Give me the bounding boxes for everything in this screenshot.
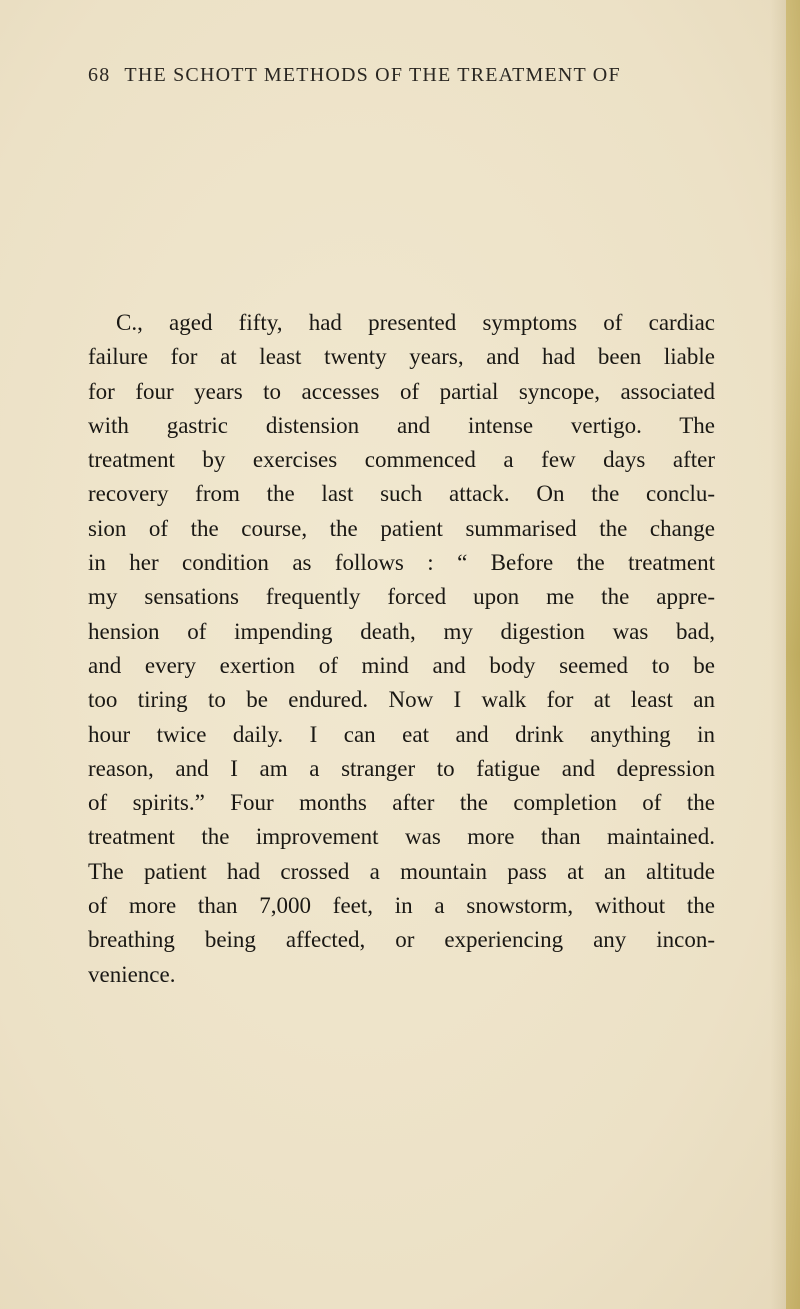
text-line: of spirits.” Four months after the completion of the	[88, 790, 715, 816]
page-number: 68	[88, 64, 111, 86]
text-line: reason, and I am a stranger to fatigue and depression	[88, 755, 715, 781]
text-line: C., aged fifty, had presented symptoms of cardiac	[116, 310, 715, 335]
text-line: of more than 7,000 feet, in a snowstorm, without the	[88, 893, 715, 919]
text-line: my sensations frequently forced upon me the appre-	[88, 584, 715, 610]
page-edge-stain	[786, 0, 800, 1309]
running-header	[88, 64, 728, 87]
text-line: and every exertion of mind and body seemed to be	[88, 652, 715, 678]
text-line: hour twice daily. I can eat and drink anything in	[88, 721, 715, 747]
case-paragraph	[88, 306, 715, 992]
text-line: for four years to accesses of partial syncope, associated	[88, 378, 715, 404]
text-line: too tiring to be endured. Now I walk for at least an	[88, 687, 715, 713]
text-line: treatment the improvement was more than maintained.	[88, 824, 715, 850]
text-line: hension of impending death, my digestion was bad,	[88, 618, 715, 644]
text-line: recovery from the last such attack. On the conclu-	[88, 481, 715, 507]
text-line: with gastric distension and intense vertigo. The	[88, 412, 715, 438]
text-line: The patient had crossed a mountain pass at an altitude	[88, 858, 715, 884]
text-line: in her condition as follows : “ Before the treatment	[88, 550, 715, 576]
text-line: venience.	[88, 961, 176, 987]
running-title: THE SCHOTT METHODS OF THE TREATMENT OF	[124, 64, 621, 86]
text-line: failure for at least twenty years, and had been liable	[88, 344, 715, 370]
text-line: breathing being affected, or experiencing any incon-	[88, 927, 715, 953]
text-line: sion of the course, the patient summarised the change	[88, 515, 715, 541]
text-line: treatment by exercises commenced a few days after	[88, 447, 715, 473]
